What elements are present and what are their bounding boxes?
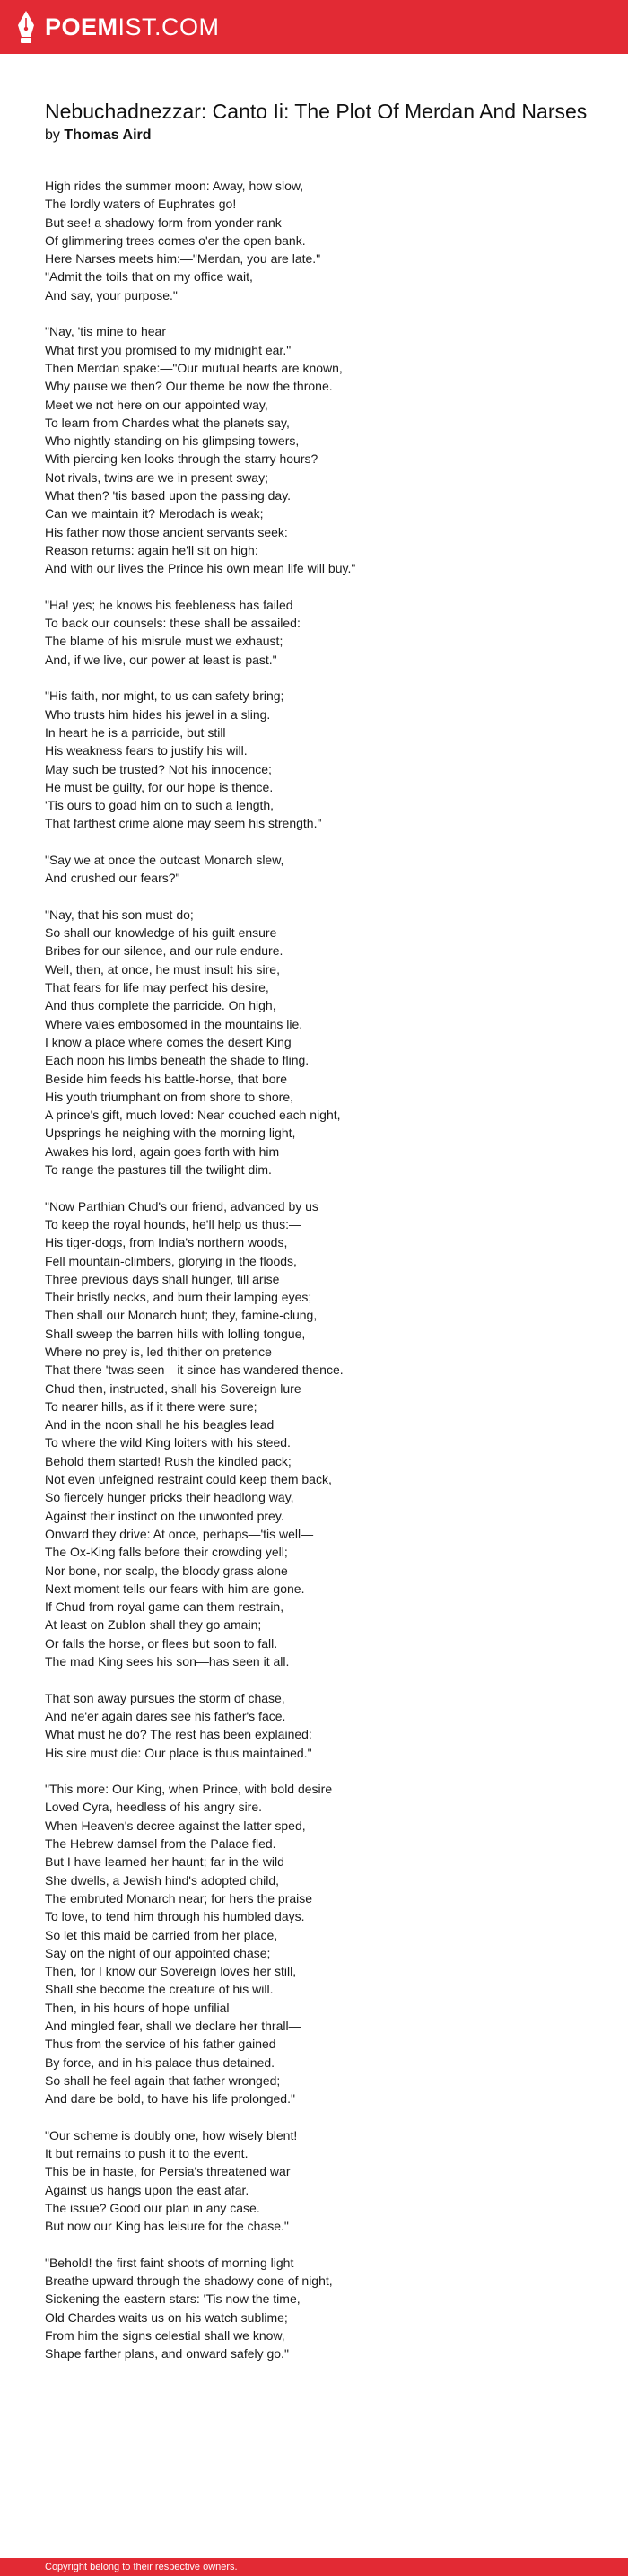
poem-line: Meet we not here on our appointed way, [45, 397, 268, 412]
logo-text-light: IST.COM [118, 13, 220, 40]
stanza [45, 2254, 592, 2363]
poem-line: Not rivals, twins are we in present sway; [45, 469, 268, 485]
stanza [45, 906, 592, 1178]
poem-line: Where vales embosomed in the mountains lie, [45, 1016, 303, 1031]
poem-byline [45, 127, 592, 145]
poem-line: Reason returns: again he'll sit on high: [45, 542, 258, 557]
poem-line: Each noon his limbs beneath the shade to fling. [45, 1053, 310, 1068]
poem-line: Here Narses meets him:—"Merdan, you are late." [45, 251, 321, 267]
poem-line: That there 'twas seen—it since has wandered thence. [45, 1362, 344, 1378]
poem-line: If Chud from royal game can them restrain, [45, 1599, 284, 1615]
poem-line: And ne'er again dares see his father's face. [45, 1708, 286, 1723]
poem-line: And mingled fear, shall we declare her thrall— [45, 2018, 301, 2033]
poem-line: His youth triumphant on from shore to shore, [45, 1089, 294, 1104]
poem-line: The issue? Good our plan in any case. [45, 2200, 260, 2215]
poem-line: "His faith, nor might, to us can safety bring; [45, 688, 284, 704]
poem-line: To where the wild King loiters with his steed. [45, 1435, 291, 1450]
stanza [45, 1780, 592, 2107]
poem-line: To love, to tend him through his humbled days. [45, 1909, 305, 1924]
poem-line: Beside him feeds his battle-horse, that bore [45, 1071, 288, 1086]
poem-line: Then shall our Monarch hunt; they, famine-clung, [45, 1308, 318, 1323]
poem-line: At least on Zublon shall they go amain; [45, 1617, 262, 1633]
poem-line: That son away pursues the storm of chase, [45, 1690, 285, 1705]
poem-line: Bribes for our silence, and our rule endure. [45, 943, 283, 959]
poem-line: By force, and in his palace thus detained. [45, 2055, 275, 2070]
poem-line: Sickening the eastern stars: 'Tis now the time, [45, 2291, 301, 2307]
poem-line: That fears for life may perfect his desire, [45, 980, 269, 995]
poem-line: To nearer hills, as if it there were sure; [45, 1398, 257, 1414]
poem-line: Their bristly necks, and burn their lamping eyes; [45, 1290, 312, 1305]
poem-line: "Say we at once the outcast Monarch slew, [45, 852, 284, 867]
poem-line: Or falls the horse, or flees but soon to fall. [45, 1635, 278, 1651]
poem-line: And crushed our fears?" [45, 871, 180, 886]
poem-line: The embruted Monarch near; for hers the praise [45, 1890, 313, 1906]
site-logo[interactable] [16, 10, 220, 44]
poem-article [45, 99, 592, 2381]
poem-line: To back our counsels: these shall be assailed: [45, 616, 301, 631]
logo-text [45, 15, 220, 39]
poem-line: His weakness fears to justify his will. [45, 743, 248, 758]
poem-line: Then, for I know our Sovereign loves her still, [45, 1964, 297, 1979]
poem-line: Say on the night of our appointed chase; [45, 1945, 271, 1960]
stanza [45, 1689, 592, 1762]
poem-line: To keep the royal hounds, he'll help us thus:— [45, 1216, 301, 1231]
poem-line: "Admit the toils that on my office wait, [45, 269, 253, 285]
poem-line: Behold them started! Rush the kindled pack; [45, 1453, 292, 1468]
poem-line: "Now Parthian Chud's our friend, advanced by us [45, 1198, 318, 1214]
site-header [0, 0, 628, 54]
poem-line: Breathe upward through the shadowy cone of night, [45, 2274, 333, 2289]
stanza [45, 2126, 592, 2236]
poem-line: "Our scheme is doubly one, how wisely blent! [45, 2127, 298, 2142]
copyright-text: Copyright belong to their respective owners. [45, 2562, 238, 2572]
poem-line: May such be trusted? Not his innocence; [45, 761, 272, 776]
poem-line: Old Chardes waits us on his watch sublime; [45, 2309, 288, 2325]
poem-line: Who nightly standing on his glimpsing towers, [45, 434, 300, 449]
poem-line: His tiger-dogs, from India's northern woods, [45, 1235, 288, 1250]
poem-line: Against us hangs upon the east afar. [45, 2182, 249, 2197]
poem-line: And dare be bold, to have his life prolonged." [45, 2091, 295, 2107]
poem-line: What then? 'tis based upon the passing day. [45, 488, 292, 504]
poem-line: So shall our knowledge of his guilt ensure [45, 925, 277, 941]
poem-line: Can we maintain it? Merodach is weak; [45, 506, 264, 521]
poem-line: But see! a shadowy form from yonder rank [45, 215, 282, 230]
poem-line: The Hebrew damsel from the Palace fled. [45, 1836, 276, 1852]
poem-line: Fell mountain-climbers, glorying in the floods, [45, 1253, 297, 1268]
poem-line: I know a place where comes the desert King [45, 1034, 292, 1049]
poem-line: Next moment tells our fears with him are gone. [45, 1581, 305, 1596]
poem-line: Loved Cyra, heedless of his angry sire. [45, 1800, 263, 1815]
poem-line: Onward they drive: At once, perhaps—'tis well— [45, 1526, 314, 1541]
poem-line: A prince's gift, much loved: Near couched each night, [45, 1108, 341, 1123]
author-link[interactable]: Thomas Aird [64, 127, 152, 143]
poem-line: The Ox-King falls before their crowding yell; [45, 1545, 288, 1560]
poem-line: Awakes his lord, again goes forth with him [45, 1143, 280, 1159]
poem-title: Nebuchadnezzar: Canto Ii: The Plot Of Merdan And Narses [45, 100, 588, 123]
stanza [45, 322, 592, 577]
poem-line: He must be guilty, for our hope is thence. [45, 779, 274, 794]
fountain-pen-nib-icon [16, 10, 36, 44]
logo-text-bold: POEM [45, 13, 118, 40]
poem-line: And thus complete the parricide. On high, [45, 998, 276, 1013]
poem-line: Well, then, at once, he must insult his sire, [45, 961, 280, 977]
poem-line: And say, your purpose." [45, 287, 178, 302]
poem-line: Chud then, instructed, shall his Sovereign lure [45, 1380, 301, 1396]
poem-line: "Behold! the first faint shoots of morning light [45, 2255, 294, 2270]
poem-line: Where no prey is, led thither on pretence [45, 1345, 272, 1359]
poem-line: So let this maid be carried from her place, [45, 1927, 278, 1942]
poem-line: And with our lives the Prince his own mean life will buy." [45, 561, 356, 576]
poem-line: "Nay, 'tis mine to hear [45, 324, 166, 339]
stanza [45, 687, 592, 832]
poem-line: From him the signs celestial shall we know, [45, 2328, 285, 2344]
poem-line: Three previous days shall hunger, till arise [45, 1271, 280, 1286]
poem-line: The blame of his misrule must we exhaust; [45, 634, 283, 649]
poem-line: In heart he is a parricide, but still [45, 724, 226, 740]
poem-line: That farthest crime alone may seem his strength." [45, 816, 322, 831]
poem-line: It but remains to push it to the event. [45, 2146, 249, 2161]
poem-line: His sire must die: Our place is thus maintained." [45, 1745, 312, 1760]
poem-body [45, 177, 592, 2363]
poem-line: Shall sweep the barren hills with lolling tongue, [45, 1326, 306, 1341]
poem-line: She dwells, a Jewish hind's adopted child, [45, 1872, 280, 1888]
poem-line: "This more: Our King, when Prince, with bold desire [45, 1782, 333, 1797]
poem-line: Against their instinct on the unwonted prey. [45, 1508, 284, 1523]
poem-line: His father now those ancient servants seek: [45, 524, 288, 539]
poem-line: Shape farther plans, and onward safely go." [45, 2346, 289, 2361]
poem-line: When Heaven's decree against the latter sped, [45, 1818, 306, 1833]
poem-line: But now our King has leisure for the chase." [45, 2219, 289, 2234]
poem-line: What first you promised to my midnight ear." [45, 342, 292, 357]
poem-line: Who trusts him hides his jewel in a sling. [45, 706, 271, 722]
by-label: by [45, 127, 60, 143]
poem-line: Then Merdan spake:—"Our mutual hearts are known, [45, 360, 343, 375]
poem-line: "Nay, that his son must do; [45, 907, 194, 922]
poem-line: High rides the summer moon: Away, how slow, [45, 179, 304, 193]
stanza [45, 177, 592, 304]
poem-line: Nor bone, nor scalp, the bloody grass alone [45, 1563, 288, 1578]
poem-line: The lordly waters of Euphrates go! [45, 197, 237, 212]
poem-line: Of glimmering trees comes o'er the open bank. [45, 232, 306, 248]
stanza [45, 596, 592, 669]
poem-line: Upsprings he neighing with the morning light, [45, 1126, 296, 1141]
stanza [45, 851, 592, 888]
poem-line: To learn from Chardes what the planets say, [45, 415, 290, 430]
poem-line: Shall she become the creature of his will. [45, 1982, 274, 1997]
poem-line: Why pause we then? Our theme be now the throne. [45, 379, 333, 394]
poem-line: This be in haste, for Persia's threatened war [45, 2164, 291, 2179]
poem-line: And, if we live, our power at least is past." [45, 652, 277, 667]
poem-line: With piercing ken looks through the starry hours? [45, 451, 318, 467]
poem-line: So shall he feel again that father wronged; [45, 2072, 281, 2088]
poem-line: Thus from the service of his father gained [45, 2037, 276, 2052]
poem-line: So fiercely hunger pricks their headlong way, [45, 1490, 294, 1505]
poem-line: What must he do? The rest has been explained: [45, 1727, 312, 1742]
poem-line: Then, in his hours of hope unfilial [45, 2000, 230, 2015]
site-footer [0, 2558, 628, 2576]
poem-line: "Ha! yes; he knows his feebleness has failed [45, 597, 293, 612]
poem-line: 'Tis ours to goad him on to such a length, [45, 798, 275, 813]
poem-line: Not even unfeigned restraint could keep them back, [45, 1472, 332, 1487]
poem-line: And in the noon shall he his beagles lead [45, 1417, 275, 1433]
poem-line: To range the pastures till the twilight dim. [45, 1162, 272, 1178]
poem-line: But I have learned her haunt; far in the wild [45, 1854, 284, 1870]
stanza [45, 1197, 592, 1671]
poem-line: The mad King sees his son—has seen it all. [45, 1654, 290, 1669]
